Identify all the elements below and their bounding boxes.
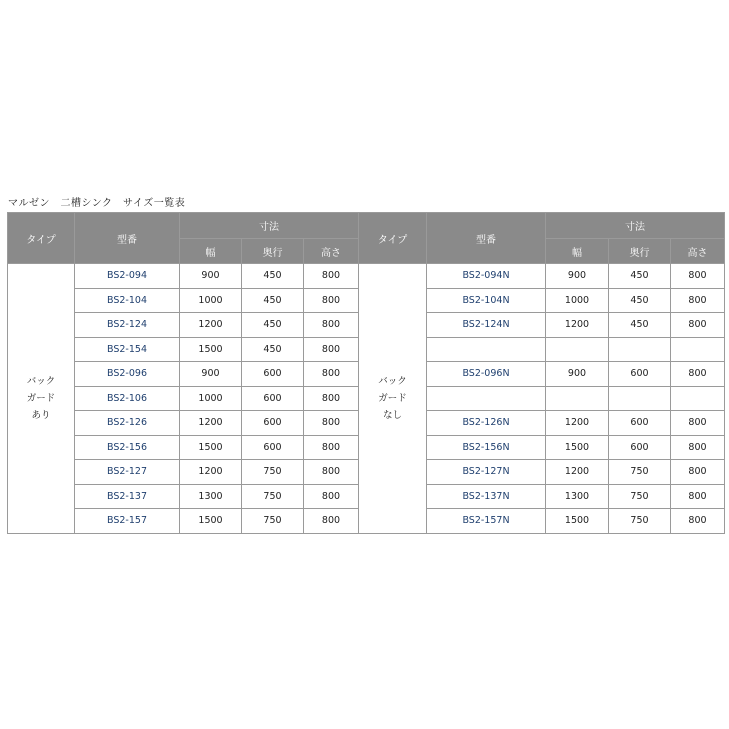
model-cell[interactable]: BS2-126 xyxy=(75,411,180,436)
height-cell: 800 xyxy=(671,484,725,509)
height-cell: 800 xyxy=(304,484,359,509)
height-cell: 800 xyxy=(304,435,359,460)
type-line: なし xyxy=(382,409,402,421)
width-cell: 1500 xyxy=(180,435,242,460)
model-cell[interactable]: BS2-094 xyxy=(75,264,180,289)
width-cell: 1200 xyxy=(546,411,609,436)
header-type-right: タイプ xyxy=(359,213,427,264)
model-cell-empty xyxy=(427,386,546,411)
depth-cell: 450 xyxy=(609,313,671,338)
depth-cell: 450 xyxy=(242,337,304,362)
type-line: バック xyxy=(26,375,56,387)
width-cell: 1500 xyxy=(546,435,609,460)
header-model-left: 型番 xyxy=(75,213,180,264)
header-width-left: 幅 xyxy=(180,239,242,264)
header-depth-left: 奥行 xyxy=(242,239,304,264)
depth-cell: 450 xyxy=(242,264,304,289)
width-cell: 900 xyxy=(546,362,609,387)
model-cell[interactable]: BS2-137 xyxy=(75,484,180,509)
depth-cell: 450 xyxy=(609,264,671,289)
type-line: ガード xyxy=(378,392,407,404)
depth-cell: 750 xyxy=(242,460,304,485)
width-cell: 1200 xyxy=(546,460,609,485)
width-cell: 1200 xyxy=(180,313,242,338)
width-cell xyxy=(546,386,609,411)
size-table xyxy=(7,212,725,534)
header-type-left: タイプ xyxy=(8,213,75,264)
depth-cell: 600 xyxy=(242,435,304,460)
height-cell: 800 xyxy=(304,386,359,411)
model-cell[interactable]: BS2-106 xyxy=(75,386,180,411)
model-cell[interactable]: BS2-127 xyxy=(75,460,180,485)
height-cell: 800 xyxy=(304,362,359,387)
height-cell: 800 xyxy=(671,460,725,485)
type-line: ガード xyxy=(26,392,56,404)
header-width-right: 幅 xyxy=(546,239,609,264)
header-depth-right: 奥行 xyxy=(609,239,671,264)
height-cell: 800 xyxy=(671,264,725,289)
depth-cell: 750 xyxy=(242,509,304,534)
width-cell: 1500 xyxy=(180,509,242,534)
model-cell[interactable]: BS2-096 xyxy=(75,362,180,387)
width-cell: 1300 xyxy=(546,484,609,509)
height-cell: 800 xyxy=(671,509,725,534)
height-cell: 800 xyxy=(304,509,359,534)
model-cell[interactable]: BS2-124 xyxy=(75,313,180,338)
model-cell[interactable]: BS2-157N xyxy=(427,509,546,534)
depth-cell: 750 xyxy=(609,509,671,534)
width-cell: 900 xyxy=(180,264,242,289)
model-cell[interactable]: BS2-104N xyxy=(427,288,546,313)
width-cell xyxy=(546,337,609,362)
type-cell-without-backguard xyxy=(359,264,427,534)
depth-cell xyxy=(609,337,671,362)
table-row xyxy=(8,264,725,289)
model-cell[interactable]: BS2-154 xyxy=(75,337,180,362)
height-cell: 800 xyxy=(304,264,359,289)
width-cell: 1200 xyxy=(546,313,609,338)
depth-cell: 750 xyxy=(609,484,671,509)
depth-cell: 600 xyxy=(242,362,304,387)
type-line: バック xyxy=(378,375,407,387)
height-cell: 800 xyxy=(671,313,725,338)
type-line: あり xyxy=(31,409,51,421)
depth-cell: 450 xyxy=(609,288,671,313)
model-cell[interactable]: BS2-124N xyxy=(427,313,546,338)
header-model-right: 型番 xyxy=(427,213,546,264)
width-cell: 1500 xyxy=(546,509,609,534)
model-cell[interactable]: BS2-126N xyxy=(427,411,546,436)
height-cell: 800 xyxy=(304,313,359,338)
page-title: マルゼン 二槽シンク サイズ一覧表 xyxy=(8,198,186,209)
model-cell[interactable]: BS2-096N xyxy=(427,362,546,387)
model-cell[interactable]: BS2-137N xyxy=(427,484,546,509)
depth-cell: 600 xyxy=(609,435,671,460)
height-cell: 800 xyxy=(671,362,725,387)
depth-cell: 600 xyxy=(242,386,304,411)
width-cell: 900 xyxy=(180,362,242,387)
header-dimensions-left: 寸法 xyxy=(180,213,359,239)
model-cell[interactable]: BS2-156 xyxy=(75,435,180,460)
width-cell: 1200 xyxy=(180,411,242,436)
depth-cell xyxy=(609,386,671,411)
depth-cell: 750 xyxy=(609,460,671,485)
width-cell: 1200 xyxy=(180,460,242,485)
height-cell: 800 xyxy=(304,288,359,313)
depth-cell: 450 xyxy=(242,313,304,338)
model-cell[interactable]: BS2-157 xyxy=(75,509,180,534)
height-cell: 800 xyxy=(304,460,359,485)
depth-cell: 600 xyxy=(609,362,671,387)
height-cell: 800 xyxy=(671,411,725,436)
height-cell: 800 xyxy=(671,435,725,460)
model-cell-empty xyxy=(427,337,546,362)
model-cell[interactable]: BS2-127N xyxy=(427,460,546,485)
depth-cell: 750 xyxy=(242,484,304,509)
header-height-right: 高さ xyxy=(671,239,725,264)
header-height-left: 高さ xyxy=(304,239,359,264)
width-cell: 1000 xyxy=(180,386,242,411)
width-cell: 1300 xyxy=(180,484,242,509)
header-dimensions-right: 寸法 xyxy=(546,213,725,239)
height-cell xyxy=(671,337,725,362)
height-cell: 800 xyxy=(304,337,359,362)
height-cell xyxy=(671,386,725,411)
width-cell: 1000 xyxy=(180,288,242,313)
width-cell: 900 xyxy=(546,264,609,289)
width-cell: 1500 xyxy=(180,337,242,362)
model-cell[interactable]: BS2-104 xyxy=(75,288,180,313)
type-cell-with-backguard xyxy=(8,264,75,534)
height-cell: 800 xyxy=(671,288,725,313)
height-cell: 800 xyxy=(304,411,359,436)
width-cell: 1000 xyxy=(546,288,609,313)
model-cell[interactable]: BS2-156N xyxy=(427,435,546,460)
depth-cell: 600 xyxy=(242,411,304,436)
depth-cell: 600 xyxy=(609,411,671,436)
depth-cell: 450 xyxy=(242,288,304,313)
model-cell[interactable]: BS2-094N xyxy=(427,264,546,289)
